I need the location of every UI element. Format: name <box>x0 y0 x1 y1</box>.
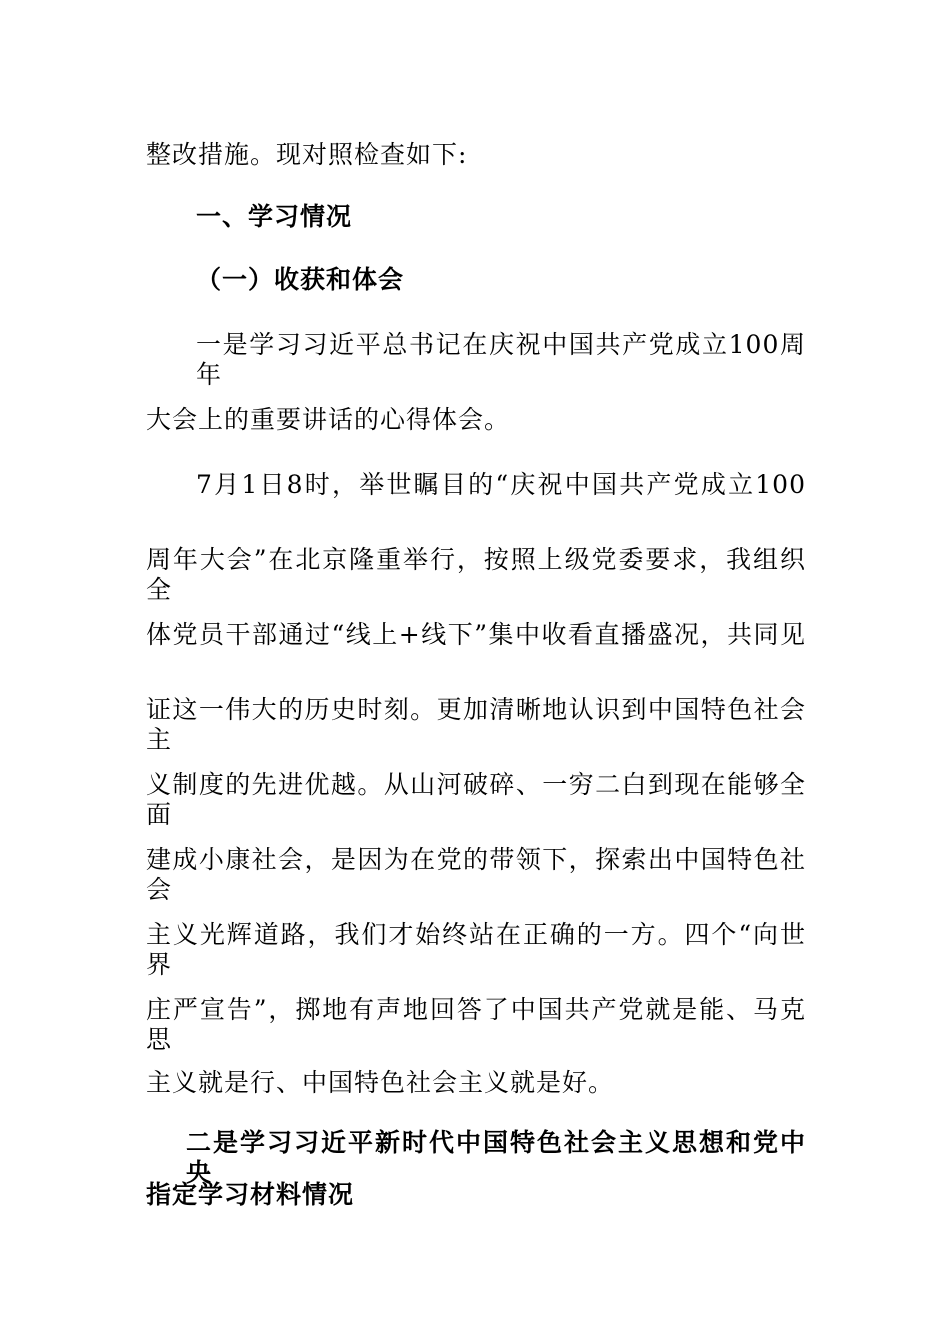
section-heading: 一、学习情况 <box>196 202 353 231</box>
paragraph-line: 主义光辉道路，我们才始终站在正确的一方。四个“向世界 <box>146 920 806 979</box>
paragraph-line: 义制度的先进优越。从山河破碎、一穷二白到现在能够全面 <box>146 770 806 829</box>
section-heading: 指定学习材料情况 <box>146 1180 355 1209</box>
paragraph-line: 7月1日8时，举世瞩目的“庆祝中国共产党成立100 <box>196 470 806 499</box>
paragraph-line: 整改措施。现对照检查如下: <box>146 140 468 169</box>
paragraph-line: 建成小康社会，是因为在党的带领下，探索出中国特色社会 <box>146 845 806 904</box>
paragraph-line: 体党员干部通过“线上+线下”集中收看直播盛况，共同见 <box>146 620 806 649</box>
paragraph-line: 庄严宣告”，掷地有声地回答了中国共产党就是能、马克思 <box>146 995 806 1054</box>
paragraph-line: 周年大会”在北京隆重举行，按照上级党委要求，我组织全 <box>146 545 806 604</box>
paragraph-line: 一是学习习近平总书记在庆祝中国共产党成立100周年 <box>196 330 806 389</box>
subsection-heading: （一）收获和体会 <box>196 265 405 294</box>
paragraph-line: 大会上的重要讲话的心得体会。 <box>146 405 511 434</box>
section-heading: 二是学习习近平新时代中国特色社会主义思想和党中央 <box>186 1128 806 1187</box>
paragraph-line: 证这一伟大的历史时刻。更加清晰地认识到中国特色社会主 <box>146 695 806 754</box>
paragraph-line: 主义就是行、中国特色社会主义就是好。 <box>146 1068 615 1097</box>
